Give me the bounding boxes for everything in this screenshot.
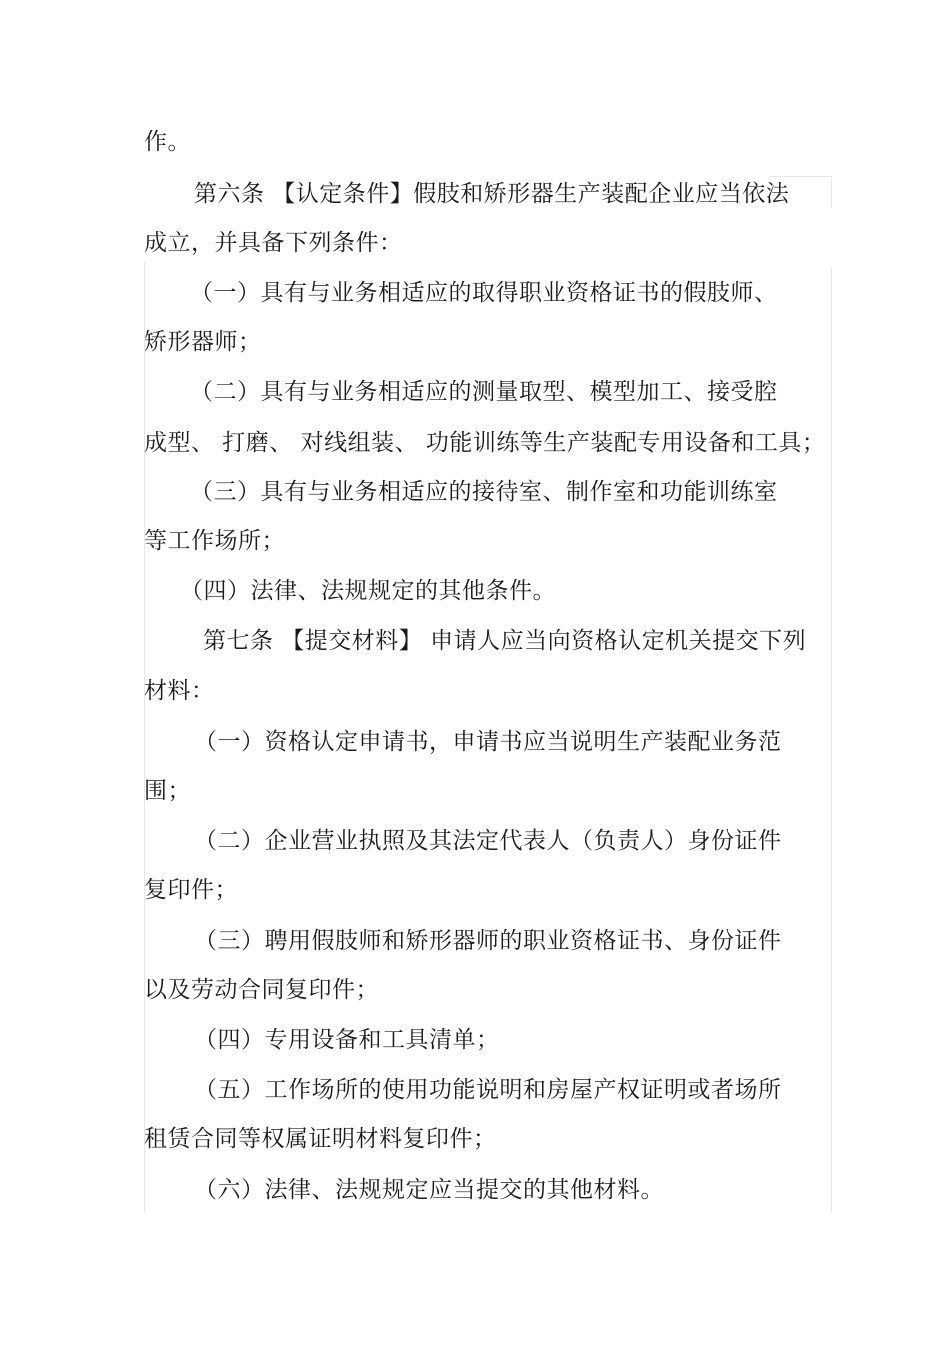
text-line-11: 第七条 【提交材料】 申请人应当向资格认定机关提交下列 (203, 628, 807, 654)
text-line-1: 作。 (144, 129, 191, 155)
text-line-3: 成立，并具备下列条件： (144, 230, 403, 256)
text-line-2: 第六条 【认定条件】假肢和矫形器生产装配企业应当依法 (194, 181, 790, 207)
text-line-21: 租赁合同等权属证明材料复印件； (144, 1126, 497, 1152)
frame-line-right (831, 268, 832, 1213)
text-line-6: （二）具有与业务相适应的测量取型、模型加工、接受腔 (190, 379, 778, 405)
text-line-9: 等工作场所； (144, 528, 285, 554)
text-line-8: （三）具有与业务相适应的接待室、制作室和功能训练室 (190, 479, 778, 505)
text-line-13: （一）资格认定申请书，申请书应当说明生产装配业务范 (194, 729, 782, 755)
text-line-16: 复印件； (144, 877, 238, 903)
text-line-4: （一）具有与业务相适应的取得职业资格证书的假肢师、 (190, 280, 778, 306)
text-line-14: 围； (144, 778, 191, 804)
text-line-7: 成型、 打磨、 对线组装、 功能训练等生产装配专用设备和工具； (144, 430, 826, 456)
text-line-22: （六）法律、法规规定应当提交的其他材料。 (194, 1177, 664, 1203)
text-line-5: 矫形器师； (144, 329, 262, 355)
text-line-12: 材料： (144, 678, 215, 704)
text-line-10: （四）法律、法规规定的其他条件。 (180, 578, 556, 604)
frame-line-top (770, 176, 832, 177)
frame-line-left (144, 262, 145, 1212)
text-line-18: 以及劳动合同复印件； (144, 977, 379, 1003)
text-line-20: （五）工作场所的使用功能说明和房屋产权证明或者场所 (194, 1077, 782, 1103)
frame-line-right-short (831, 176, 832, 208)
text-line-19: （四）专用设备和工具清单； (194, 1027, 500, 1053)
text-line-17: （三）聘用假肢师和矫形器师的职业资格证书、身份证件 (194, 928, 782, 954)
text-line-15: （二）企业营业执照及其法定代表人（负责人）身份证件 (194, 828, 782, 854)
